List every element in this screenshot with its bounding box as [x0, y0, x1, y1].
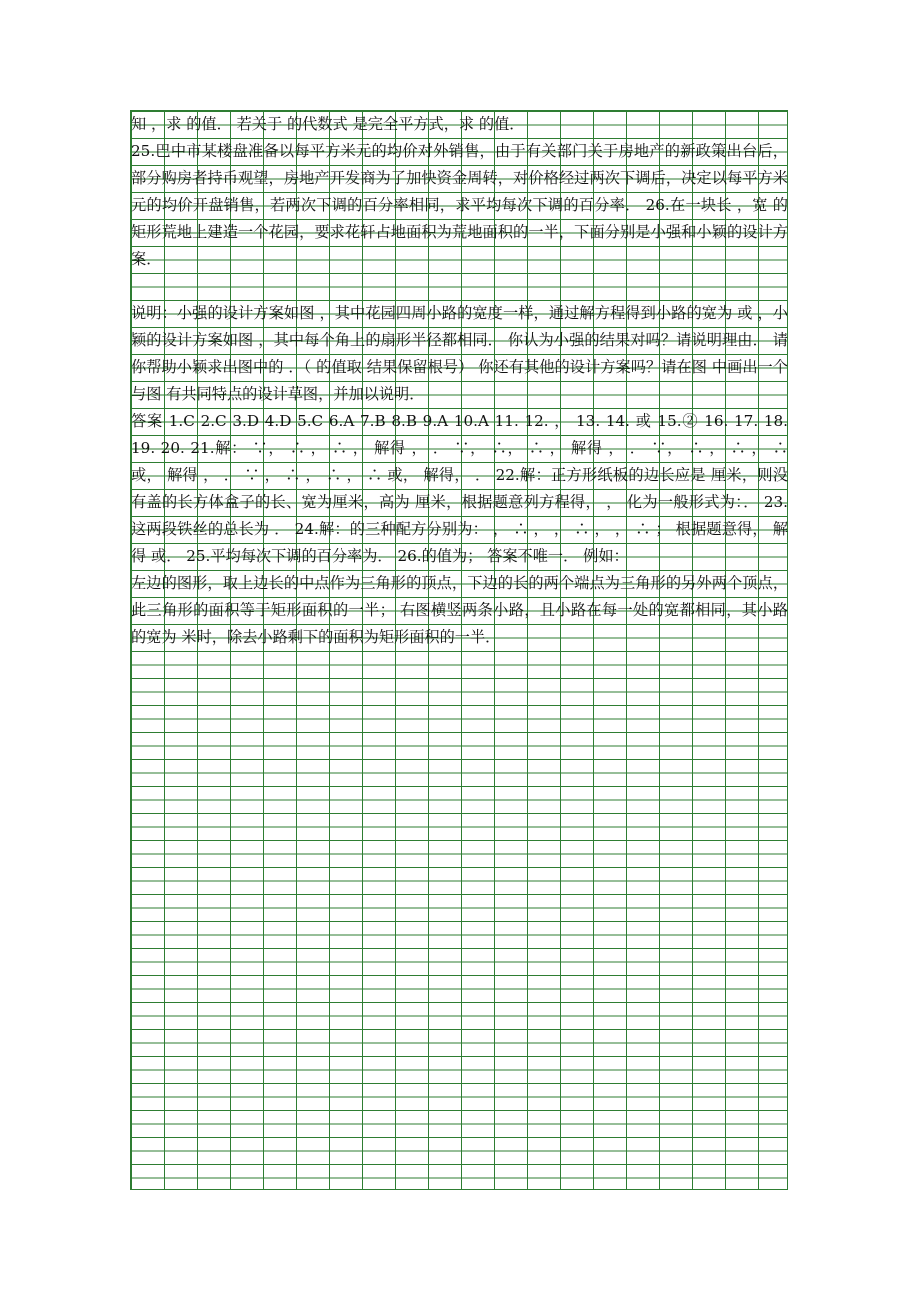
answer-key: 答案 1.C 2.C 3.D 4.D 5.C 6.A 7.B 8.B 9.A 10.A 11. 12. ， 13. 14. 或 15.② 16. 17. 18. 19. 20. 21.解： ∵， ∴ ， ∴ ， 解得 ， ． ∵， ∴， ∴ ， 解得 ， ． ∵， ∴ ， ∴ ， ∴ 或， 解得 ， ． ∵ ， ∴ ， ∴ ， ∴ 或， 解得， ． 22.解：正方形纸板的边长应是 厘米，则没有盖的长方体盒子的长、宽为厘米，高为 厘米，根据题意列方程得， ， 化为一般形式为：． 23.这两段铁丝的总长为 ． 24.解：的三种配方分别为： ， ∴ ， ， ∴ ， ， ∴ ； 根据题意得， 解得 或． 25.平均每次下调的百分率为． 26.的值为； 答案不唯一． 例如： [131, 412, 788, 565]
document-body [131, 111, 788, 651]
blank-line [131, 273, 788, 300]
question-25-26: 25.巴中市某楼盘准备以每平方米元的均价对外销售，由于有关部门关于房地产的新政策出台后，部分购房者持币观望，房地产开发商为了加快资金周转，对价格经过两次下调后，决定以每平方米 元的均价开盘销售，若两次下调的百分率相同，求平均每次下调的百分率． 26.在一块长 ，宽 的矩形荒地上建造一个花园，要求花轩占地面积为荒地面积的一半，下面分别是小强和小颖的设计方案． [131, 142, 788, 268]
answer-26-example: 左边的图形，取上边长的中点作为三角形的顶点，下边的长的两个端点为三角形的另外两个顶点，此三角形的面积等于矩形面积的一半； 右图横竖两条小路，且小路在每一处的宽都相同，其小路的宽为 米时，除去小路剩下的面积为矩形面积的一半． [131, 574, 788, 646]
question-26-explanation: 说明：小强的设计方案如图 ，其中花园四周小路的宽度一样，通过解方程得到小路的宽为 或 ，小颖的设计方案如图 ，其中每个角上的扇形半径都相同． 你认为小强的结果对吗？请说明理由． 请你帮助小颖求出图中的 ．（ 的值取 结果保留根号） 你还有其他的设计方案吗？请在图 中画出一个与图 有共同特点的设计草图，并加以说明． [131, 304, 788, 403]
question-24-tail: 知 ，求 的值． 若关于 的代数式 是完全平方式，求 的值． [131, 115, 525, 133]
